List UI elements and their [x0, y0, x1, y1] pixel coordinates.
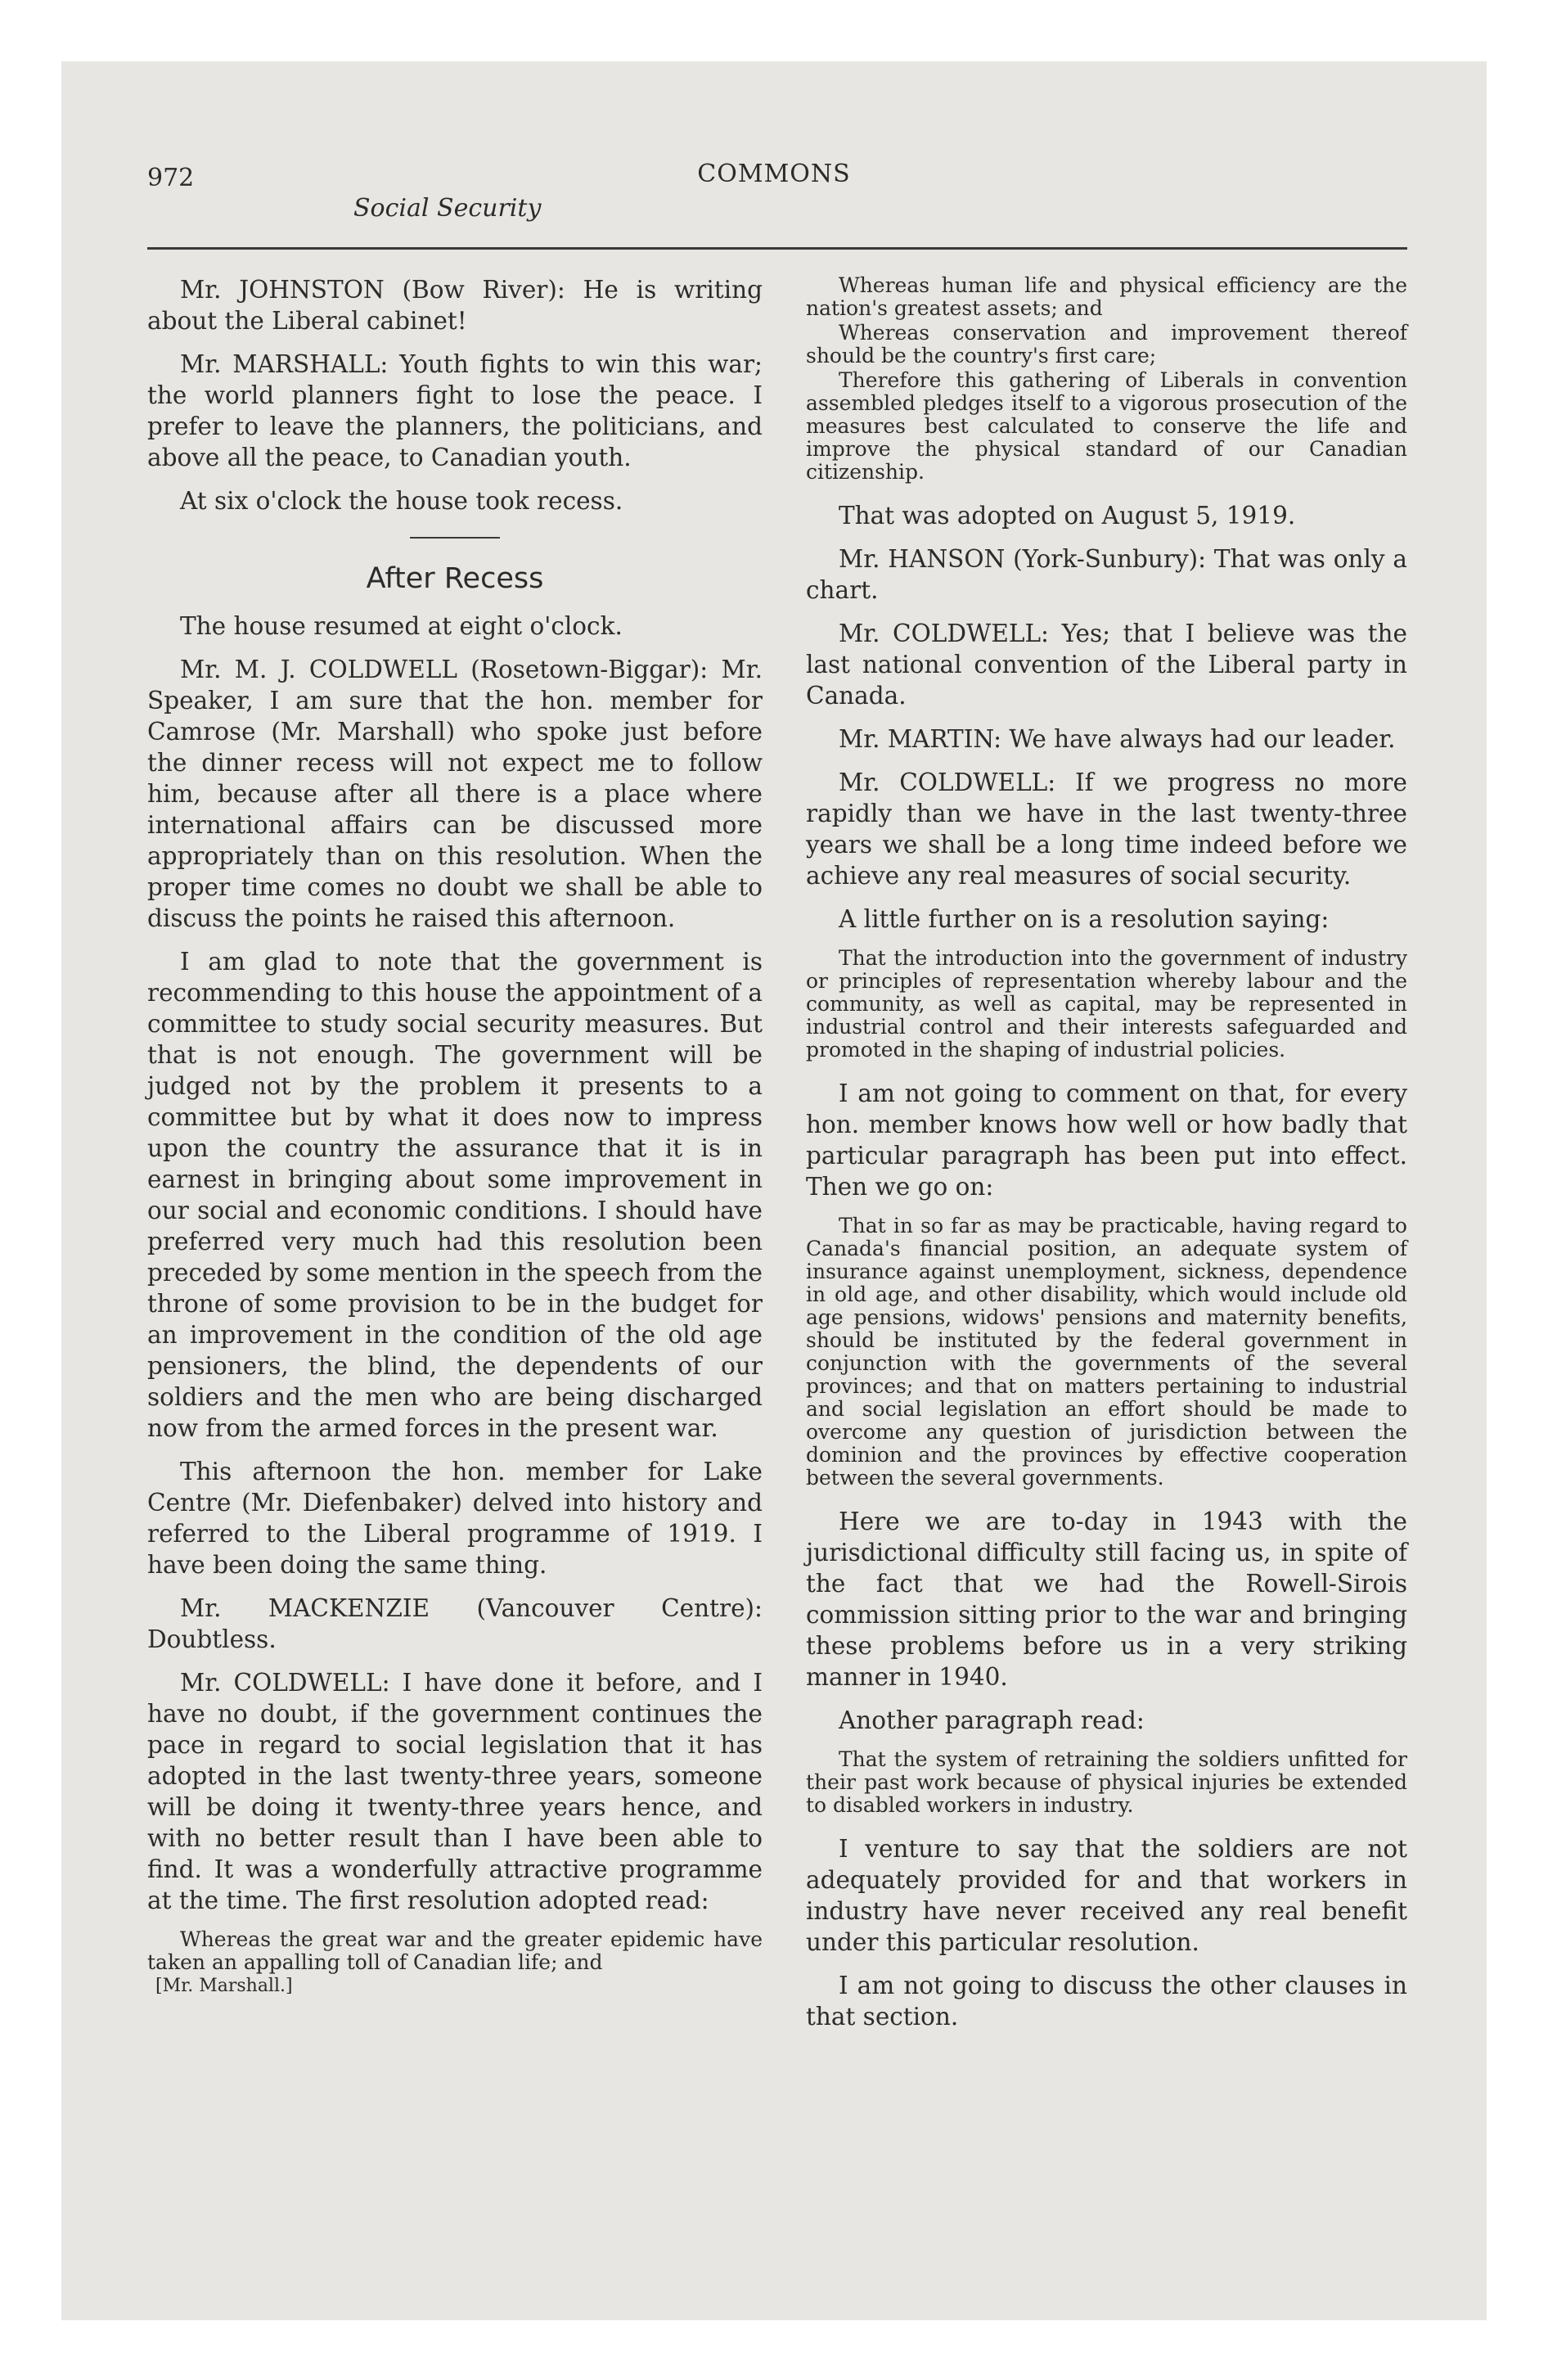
paragraph: I am glad to note that the government is recommending to this house the appointment of a committee to study social security measures. But that is not enough. The government will be judged not by the problem it presents to a committee but by what it does now to impress upon the country the assurance that it is in earnest in bringing about some improvement in our social and economic conditions. I should have preferred very much had this resolution been preceded by some mention in the speech from the throne of some provision to be in the budget for an improvement in the condition of the old age pensioners, the blind, the dependents of our soldiers and the men who are being discharged now from the armed forces in the present war. [147, 948, 763, 1442]
paragraph: Mr. MARSHALL: Youth fights to win this war; the world planners fight to lose the peace. I prefer to leave the planners, the politicians, and above all the peace, to Canadian youth. [147, 350, 763, 471]
subheading-after-recess: After Recess [366, 562, 544, 595]
paragraph: The house resumed at eight o'clock. [180, 612, 623, 640]
page-number: 972 [147, 164, 195, 192]
page-header [0, 160, 1548, 233]
header-rule [147, 247, 1407, 250]
quoted-resolution: Therefore this gathering of Liberals in convention assembled pledges itself to a vigorous prosecution of the measures best calculated to conserve the life and improve the physical standard of our Canadian citizenship. [806, 368, 1407, 484]
speaker-attribution: [Mr. Marshall.] [155, 1976, 293, 1996]
paragraph: This afternoon the hon. member for Lake Centre (Mr. Diefenbaker) delved into history and referred to the Liberal programme of 1919. I have been doing the same thing. [147, 1458, 763, 1579]
paragraph: Here we are to-day in 1943 with the jurisdictional difficulty still facing us, in spite of the fact that we had the Rowell-Sirois commission sitting prior to the war and bringing these problems before us in a very striking manner in 1940. [806, 1508, 1407, 1691]
quoted-resolution: That the system of retraining the soldiers unfitted for their past work because of physical injuries be extended to disabled workers in industry. [806, 1747, 1407, 1817]
paragraph: Another paragraph read: [839, 1706, 1145, 1734]
right-column [806, 274, 1407, 2044]
quoted-resolution: Whereas conservation and improvement thereof should be the country's first care; [806, 321, 1407, 367]
paragraph: At six o'clock the house took recess. [180, 487, 623, 515]
paragraph: Mr. MACKENZIE (Vancouver Centre): Doubtless. [147, 1594, 763, 1653]
quoted-resolution: That in so far as may be practicable, having regard to Canada's financial position, an adequate system of insurance against unemployment, sickness, dependence in old age, and other disability, which would include old age pensions, widows' pensions and maternity benefits, should be instituted by the federal government in conjunction with the governments of the several provinces; and that on matters pertaining to industrial and social legislation an effort should be made to overcome any question of jurisdiction between the dominion and the provinces by effective cooperation between the several governments. [806, 1214, 1407, 1490]
paragraph: Mr. JOHNSTON (Bow River): He is writing about the Liberal cabinet! [147, 276, 763, 335]
paragraph: I venture to say that the soldiers are not adequately provided for and that workers in industry have never received any real benefit under this particular resolution. [806, 1835, 1407, 1956]
section-title: Social Security [353, 194, 542, 223]
quoted-resolution: That the introduction into the government of industry or principles of representation whereby labour and the community, as well as capital, may be represented in industrial control and their interests safeguarded and promoted in the shaping of industrial policies. [806, 946, 1407, 1062]
paragraph: Mr. COLDWELL: Yes; that I believe was the last national convention of the Liberal party in Canada. [806, 620, 1407, 710]
paragraph: Mr. MARTIN: We have always had our leader. [839, 725, 1396, 753]
quoted-resolution: Whereas the great war and the greater epidemic have taken an appalling toll of Canadian life; and [147, 1927, 763, 1974]
running-title: COMMONS [697, 160, 851, 188]
paragraph: Mr. M. J. COLDWELL (Rosetown-Biggar): Mr. Speaker, I am sure that the hon. member for Camrose (Mr. Marshall) who spoke just before the dinner recess will not expect me to follow him, because after all there is a place where international affairs can be discussed more appropriately than on this resolution. When the proper time comes no doubt we shall be able to discuss the points he raised this afternoon. [147, 656, 763, 932]
paragraph: Mr. COLDWELL: I have done it before, and I have no doubt, if the government continues the pace in regard to social legislation that it has adopted in the last twenty-three years, someone will be doing it twenty-three years hence, and with no better result than I have been able to find. It was a wonderfully attractive programme at the time. The first resolution adopted read: [147, 1669, 763, 1914]
paragraph: That was adopted on August 5, 1919. [839, 502, 1296, 530]
paragraph: Mr. COLDWELL: If we progress no more rapidly than we have in the last twenty-three years we shall be a long time indeed before we achieve any real measures of social security. [806, 769, 1407, 890]
paragraph: I am not going to comment on that, for every hon. member knows how well or how badly that particular paragraph has been put into effect. Then we go on: [806, 1080, 1407, 1201]
paragraph: I am not going to discuss the other clauses in that section. [806, 1972, 1407, 2031]
quoted-resolution: Whereas human life and physical efficiency are the nation's greatest assets; and [806, 273, 1407, 320]
section-divider [410, 537, 500, 539]
paragraph: Mr. HANSON (York-Sunbury): That was only a chart. [806, 545, 1407, 604]
paragraph: A little further on is a resolution saying: [839, 905, 1330, 933]
left-column [147, 274, 763, 1997]
